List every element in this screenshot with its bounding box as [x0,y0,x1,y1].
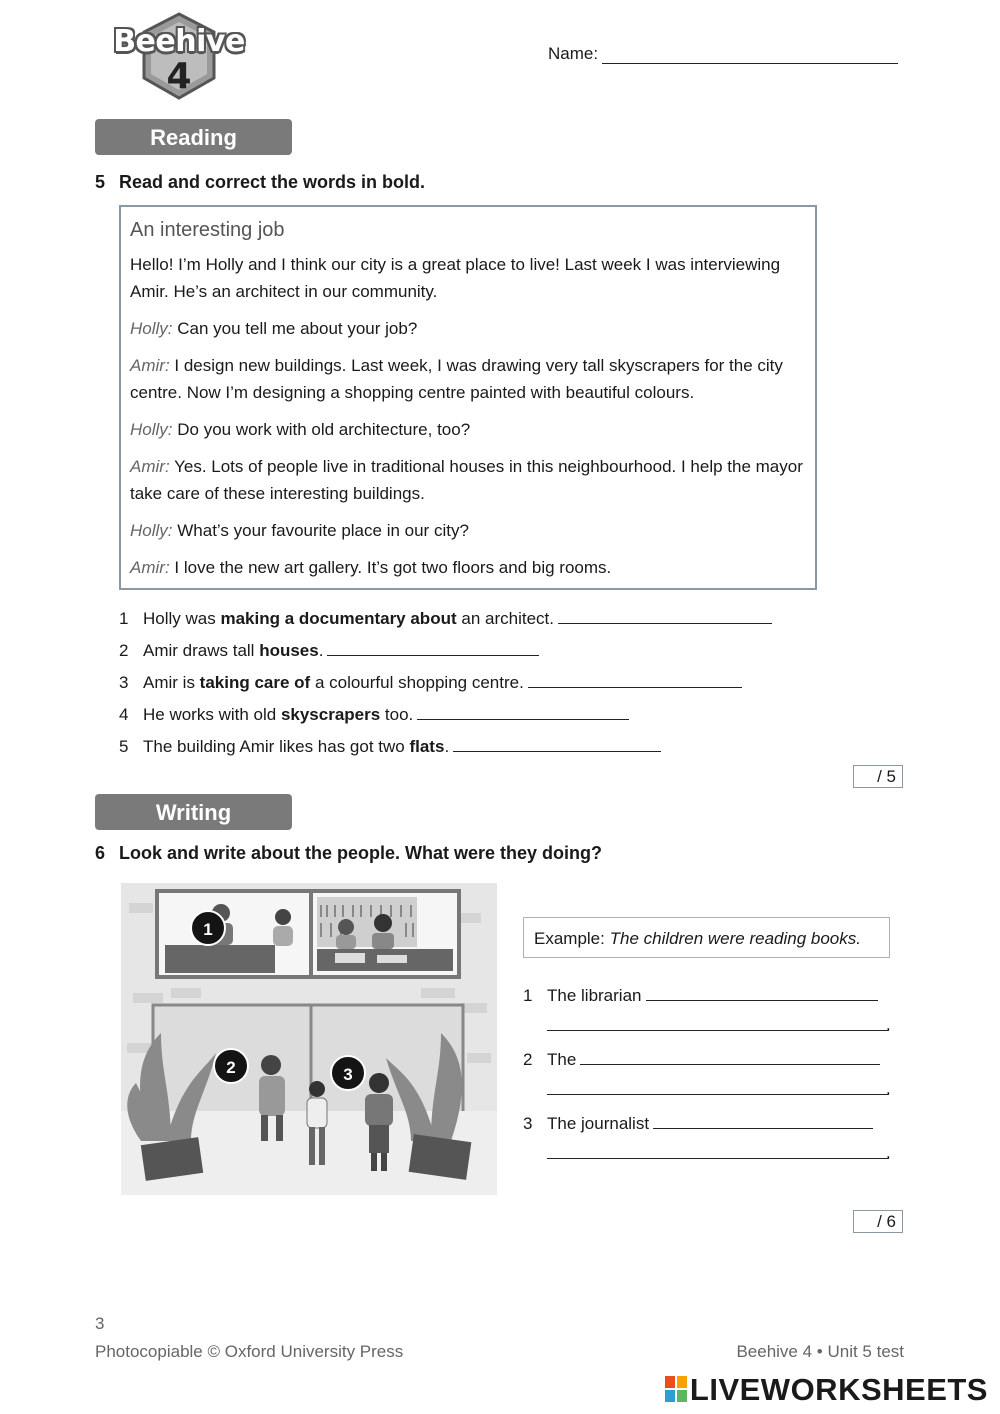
liveworksheets-watermark [665,1372,988,1408]
answer-line[interactable] [653,1108,873,1129]
dialogue-text: Yes. Lots of people live in traditional houses in this neighbourhood. I help the mayor take care of these interesting buildings. [130,457,803,503]
reading-box-title: An interesting job [130,219,285,241]
question-number: 3 [119,673,129,692]
writing-prompt: The librarian [547,986,642,1005]
dialogue-line [130,554,806,581]
dialogue-line [130,416,806,443]
question-number: 5 [119,737,129,756]
liveworksheets-logo-icon [665,1376,687,1402]
question-text: He works with old [143,705,281,724]
writing-prompt: The journalist [547,1114,650,1133]
question-bold-word: flats [409,737,445,756]
writing-task-number: 6 [95,843,106,863]
dialogue-text: I design new buildings. Last week, I was drawing very tall skyscrapers for the city centre. Now I’m designing a shopping centre painted with beautiful colours. [130,356,783,402]
reading-questions [119,603,772,763]
reading-section-header: Reading [95,119,292,155]
logo-word: Beehive [113,24,245,59]
question-item [119,635,772,667]
unit-label: Beehive 4 • Unit 5 test [736,1342,904,1361]
line-end-period: . [886,1079,891,1098]
question-text: The building Amir likes has got two [143,737,410,756]
reading-instruction-text: Read and correct the words in bold. [119,172,426,192]
question-bold-word: making a documentary about [220,609,457,628]
example-label: Example: [534,929,605,948]
answer-line[interactable] [558,603,772,624]
answer-line-continued[interactable] [547,1078,891,1098]
answer-line[interactable] [646,980,878,1001]
line-end-period: . [886,1015,891,1034]
writing-item-number: 2 [523,1050,533,1069]
dialogue-line [130,453,806,507]
example-sentence: The children were reading books. [609,929,861,948]
dialogue-speaker: Amir: [130,558,170,577]
question-item [119,699,772,731]
reading-intro: Hello! I’m Holly and I think our city is a great place to live! Last week I was interviewing Amir. He’s an architect in our community. [130,255,781,301]
question-number: 4 [119,705,129,724]
question-text: Holly was [143,609,221,628]
dialogue-line [130,517,806,544]
beehive-logo [112,12,246,104]
dialogue-line [130,315,806,342]
dialogue-speaker: Amir: [130,356,170,375]
writing-item [523,1044,891,1108]
dialogue-speaker: Holly: [130,420,173,439]
writing-instruction-text: Look and write about the people. What were they doing? [119,843,603,863]
reading-instruction [95,172,425,193]
answer-line[interactable] [453,731,661,752]
copyright-notice: Photocopiable © Oxford University Press [95,1342,404,1361]
liveworksheets-text: LIVEWORKSHEETS [689,1372,988,1407]
question-bold-word: taking care of [199,673,311,692]
name-field[interactable] [548,44,898,64]
name-input-line[interactable] [602,45,898,64]
example-box [523,917,890,958]
question-text: Amir is [143,673,200,692]
picture-marker-2: 2 [213,1048,249,1084]
question-text-end: a colourful shopping centre. [310,673,524,692]
writing-item-number: 3 [523,1114,533,1133]
dialogue-speaker: Holly: [130,319,173,338]
answer-line-continued[interactable] [547,1014,891,1034]
picture-marker-1: 1 [190,910,226,946]
dialogue-line [130,352,806,406]
question-bold-word: skyscrapers [280,705,381,724]
question-bold-word: houses [259,641,319,660]
question-number: 2 [119,641,129,660]
question-item [119,603,772,635]
dialogue-text: Can you tell me about your job? [172,319,418,338]
answer-line[interactable] [580,1044,880,1065]
library-scene-drawing [121,883,497,1195]
writing-item [523,1108,891,1172]
writing-item [523,980,891,1044]
writing-item-number: 1 [523,986,533,1005]
picture-marker-3: 3 [330,1055,366,1091]
question-text: Amir draws tall [143,641,260,660]
question-text-end: . [318,641,324,660]
answer-line[interactable] [417,699,629,720]
reading-text-box [119,205,817,590]
question-item [119,731,772,763]
answer-line[interactable] [327,635,539,656]
question-number: 1 [119,609,129,628]
dialogue-text: I love the new art gallery. It’s got two floors and big rooms. [169,558,612,577]
name-label: Name: [548,44,599,63]
question-item [119,667,772,699]
writing-score-box: / 6 [853,1210,903,1233]
dialogue-text: Do you work with old architecture, too? [172,420,471,439]
answer-line[interactable] [528,667,742,688]
writing-prompt: The [547,1050,577,1069]
dialogue-speaker: Holly: [130,521,173,540]
answer-line-continued[interactable] [547,1142,891,1162]
line-end-period: . [886,1143,891,1162]
question-text-end: . [444,737,450,756]
library-illustration [121,883,497,1195]
writing-section-header: Writing [95,794,292,830]
logo-number: 4 [166,56,192,97]
dialogue-text: What’s your favourite place in our city? [172,521,469,540]
reading-task-number: 5 [95,172,106,192]
writing-items [523,980,891,1172]
page-number: 3 [95,1314,105,1333]
question-text-end: too. [380,705,414,724]
reading-score-box: / 5 [853,765,903,788]
question-text-end: an architect. [456,609,554,628]
writing-instruction [95,843,602,864]
dialogue-speaker: Amir: [130,457,170,476]
